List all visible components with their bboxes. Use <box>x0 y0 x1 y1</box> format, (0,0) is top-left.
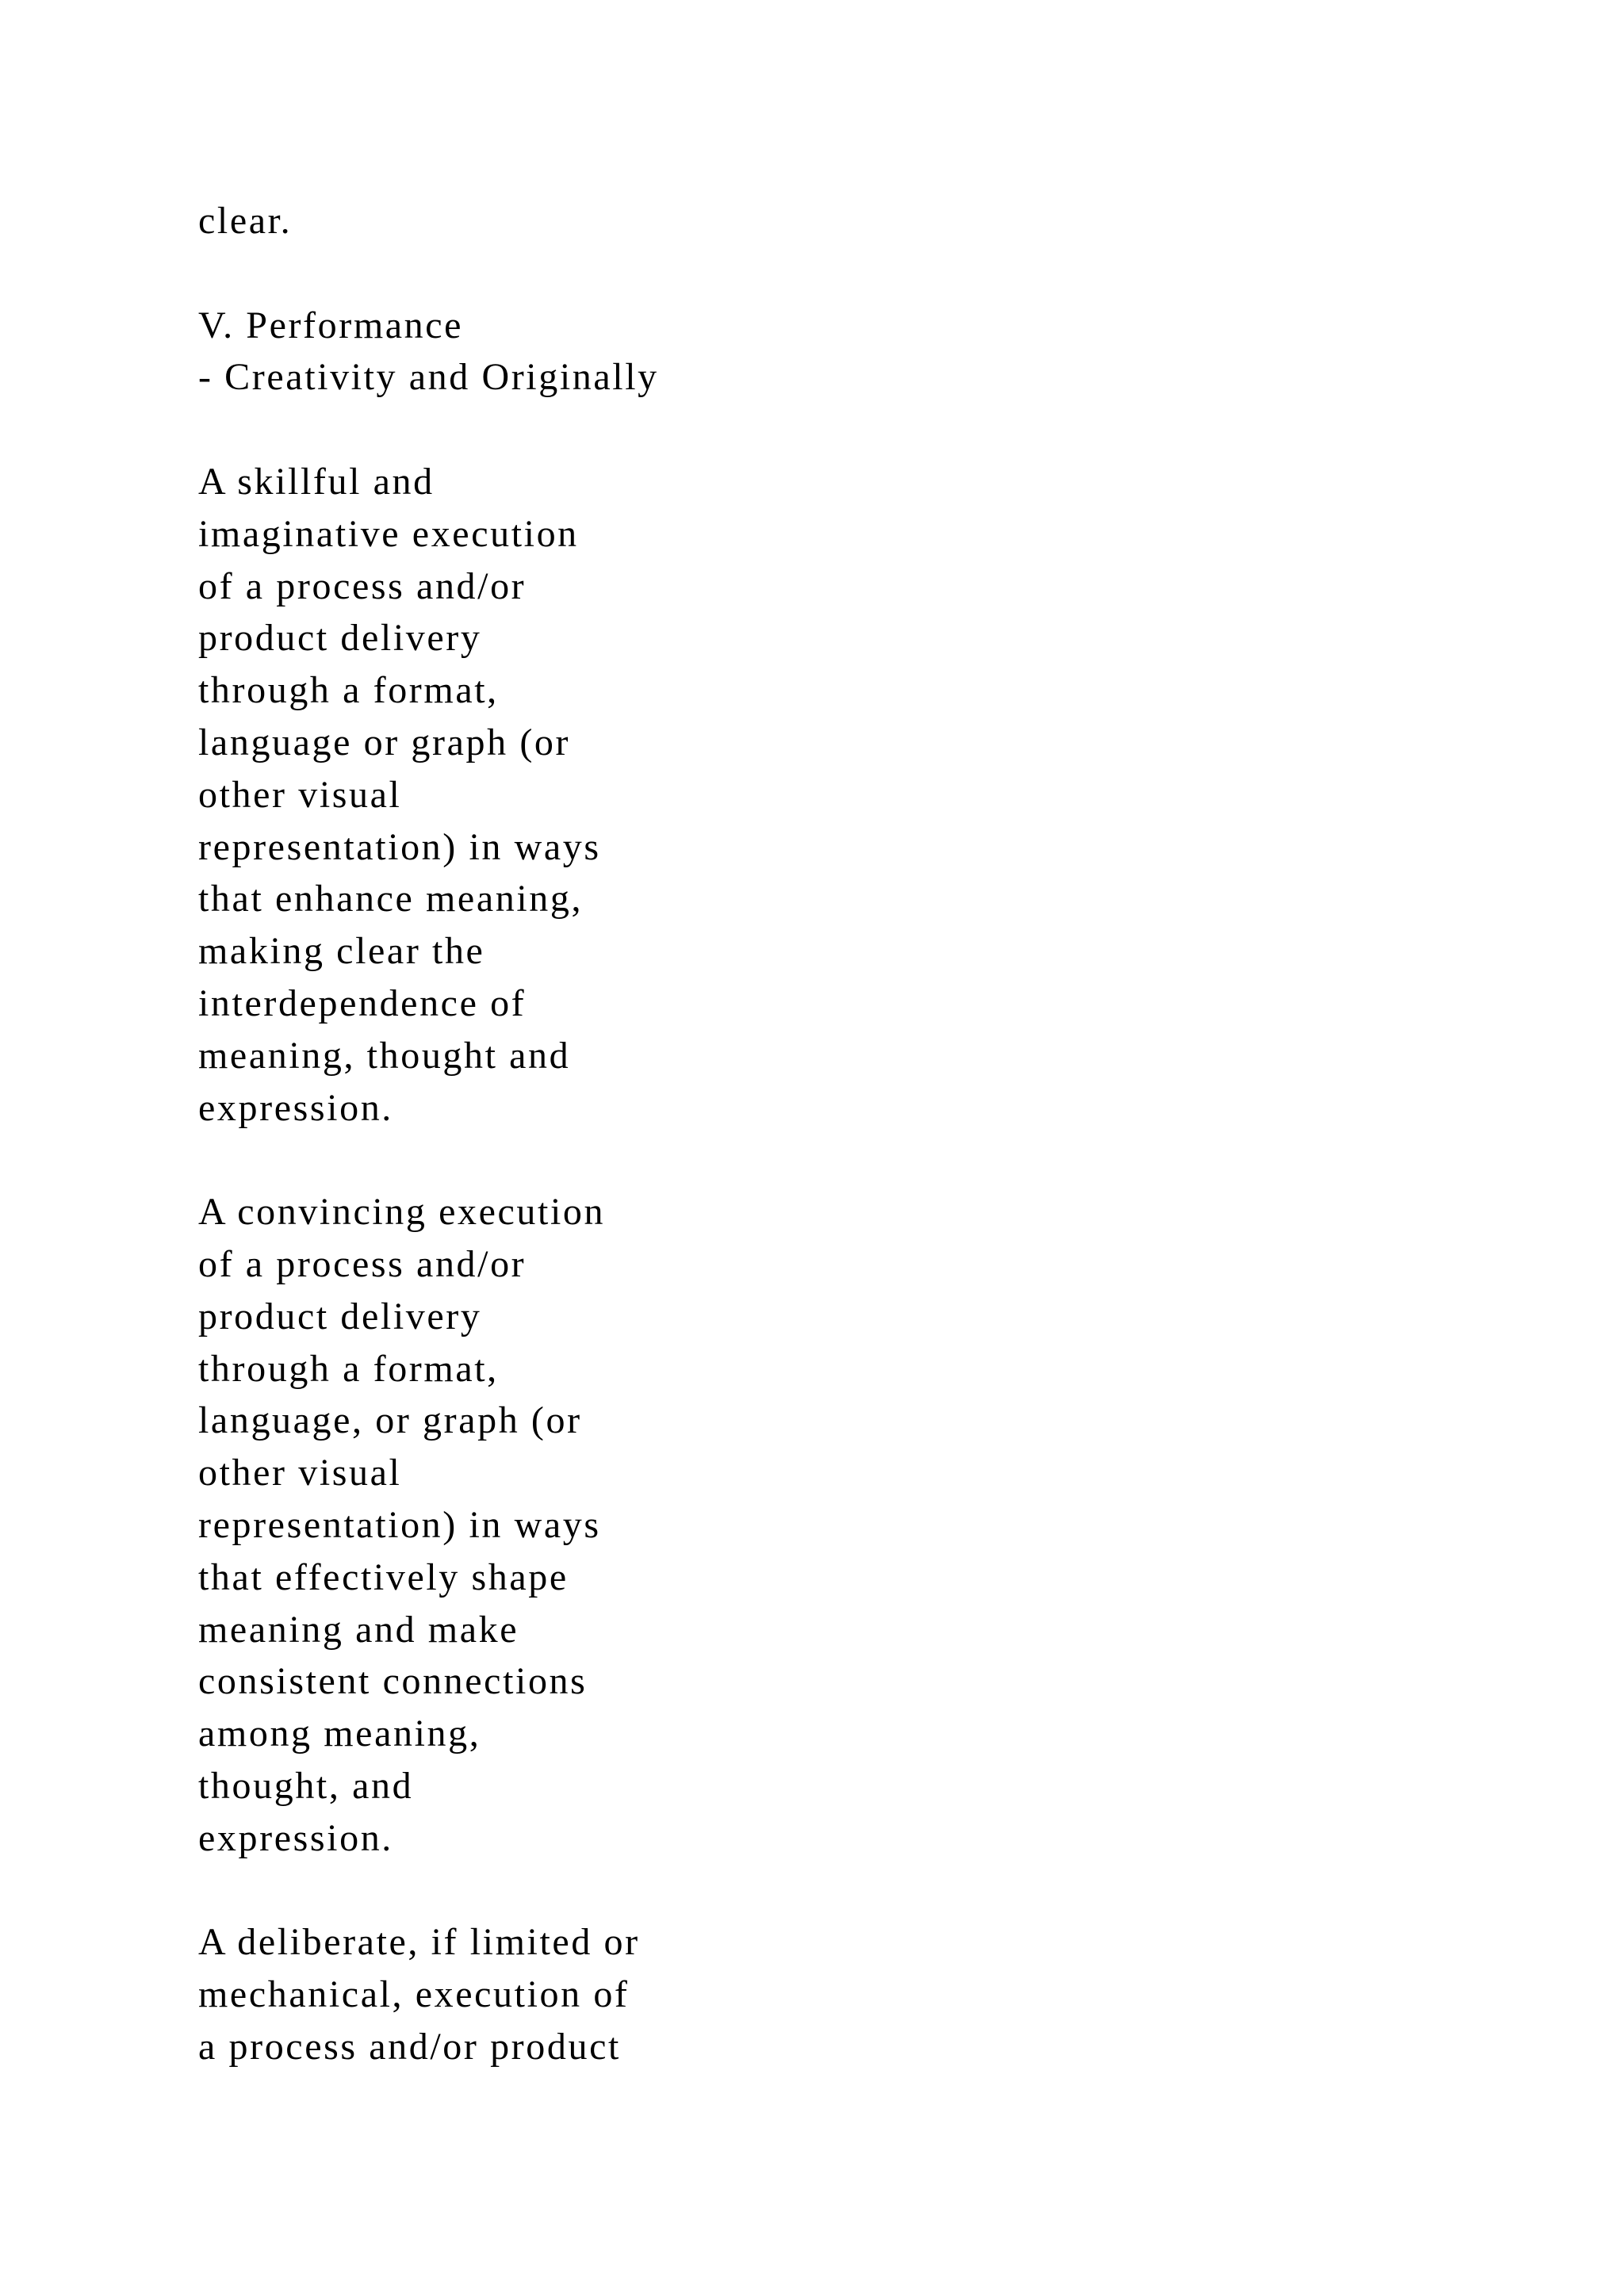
text-line: representation) in ways <box>198 1503 601 1546</box>
text-line: meaning and make <box>198 1608 519 1651</box>
text-line: product delivery <box>198 617 482 660</box>
text-line: meaning, thought and <box>198 1034 571 1077</box>
blank-line <box>198 1134 912 1186</box>
blank-line <box>198 404 912 456</box>
text-line: other visual <box>198 773 402 816</box>
section-heading: V. Performance <box>198 304 464 346</box>
blank-line <box>198 1865 912 1917</box>
section-subheading: - Creativity and Originally <box>198 356 659 399</box>
text-line: language or graph (or <box>198 721 571 763</box>
text-line: product delivery <box>198 1295 482 1337</box>
text-line: other visual <box>198 1452 402 1494</box>
text-line: interdependence of <box>198 982 527 1024</box>
text-line: representation) in ways <box>198 825 601 868</box>
text-line: making clear the <box>198 930 485 973</box>
text-line: that effectively shape <box>198 1556 569 1598</box>
text-column <box>198 195 912 2073</box>
text-line: among meaning, <box>198 1712 481 1755</box>
text-line: clear. <box>198 200 293 242</box>
text-line: thought, and <box>198 1764 414 1807</box>
blank-line <box>198 247 912 300</box>
text-line: of a process and/or <box>198 1242 527 1285</box>
text-line: A skillful and <box>198 460 435 503</box>
text-line: through a format, <box>198 1347 499 1390</box>
text-line: A convincing execution <box>198 1191 606 1234</box>
text-line: a process and/or product <box>198 2025 621 2068</box>
text-line: expression. <box>198 1816 393 1859</box>
text-line: consistent connections <box>198 1660 588 1703</box>
text-line: A deliberate, if limited or <box>198 1921 640 1964</box>
text-line: expression. <box>198 1086 393 1129</box>
text-line: language, or graph (or <box>198 1399 582 1442</box>
text-line: of a process and/or <box>198 564 527 607</box>
text-line: that enhance meaning, <box>198 878 584 920</box>
text-line: imaginative execution <box>198 512 579 555</box>
text-line: mechanical, execution of <box>198 1973 630 2016</box>
text-line: through a format, <box>198 669 499 712</box>
